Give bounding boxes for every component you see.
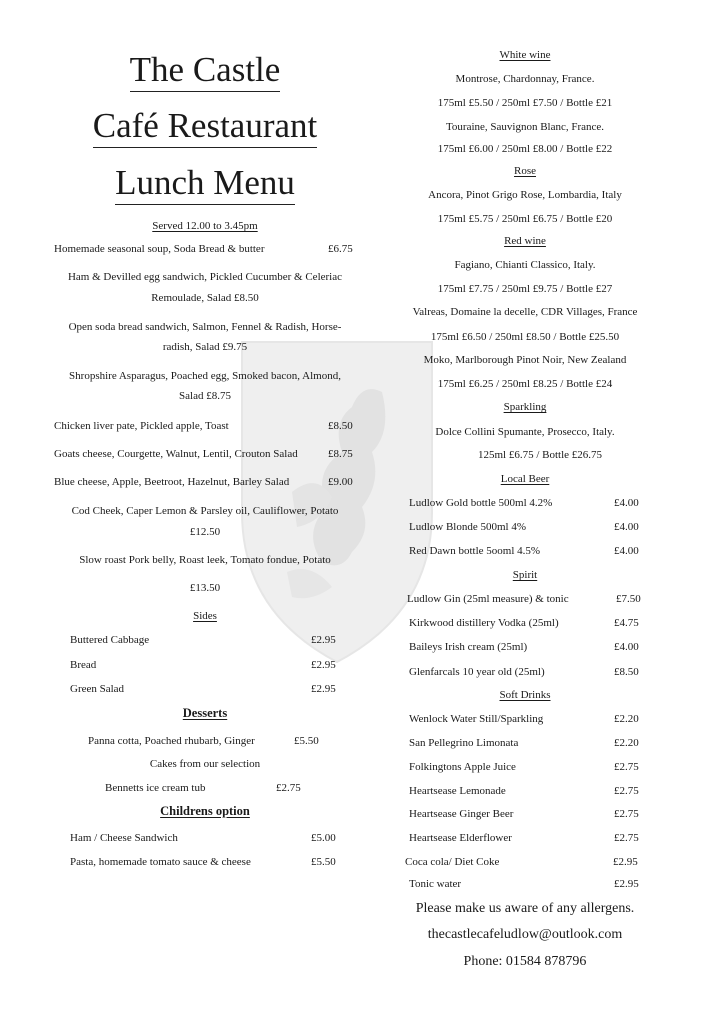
spirit-heading: Spirit <box>512 569 538 581</box>
beer-item: Ludlow Gold bottle 500ml 4.2% <box>409 497 553 509</box>
soft-drink-item: Heartsease Lemonade <box>409 785 506 797</box>
childrens-price: £5.00 <box>311 832 336 844</box>
sparkling-heading: Sparkling <box>503 401 547 413</box>
menu-item-cont: £13.50 <box>189 582 221 594</box>
side-item: Bread <box>70 659 97 671</box>
soft-drink-price: £2.75 <box>614 832 639 844</box>
soft-drink-price: £2.75 <box>614 785 639 797</box>
menu-item-price: £8.50 <box>328 420 353 432</box>
spirit-price: £4.75 <box>614 617 639 629</box>
menu-item: Chicken liver pate, Pickled apple, Toast <box>54 420 229 432</box>
spirit-price: £7.50 <box>616 593 641 605</box>
soft-drink-price: £2.75 <box>614 761 639 773</box>
contact-phone: Phone: 01584 878796 <box>463 954 587 969</box>
dessert-price: £2.75 <box>276 782 301 794</box>
childrens-item: Pasta, homemade tomato sauce & cheese <box>70 856 251 868</box>
local-beer-heading: Local Beer <box>500 473 550 485</box>
spirit-item: Kirkwood distillery Vodka (25ml) <box>409 617 559 629</box>
wine-line: Ancora, Pinot Grigo Rose, Lombardia, Italy <box>428 189 622 201</box>
dessert-item: Bennetts ice cream tub <box>105 782 206 794</box>
soft-drink-price: £2.20 <box>614 713 639 725</box>
side-item: Green Salad <box>70 683 125 695</box>
spirit-item: Glenfarcals 10 year old (25ml) <box>409 666 545 678</box>
menu-title: Lunch Menu <box>50 163 360 203</box>
side-item: Buttered Cabbage <box>70 634 150 646</box>
red-wine-heading: Red wine <box>504 235 546 247</box>
menu-item: Slow roast Pork belly, Roast leek, Tomato fondue, Potato <box>79 554 331 566</box>
wine-price-line: 125ml £6.75 / Bottle £26.75 <box>477 449 603 461</box>
spirit-price: £8.50 <box>614 666 639 678</box>
dessert-item: Panna cotta, Poached rhubarb, Ginger <box>88 735 255 747</box>
menu-item-cont: Salad £8.75 <box>179 390 231 402</box>
restaurant-subtitle: Café Restaurant <box>50 106 360 146</box>
beer-item: Red Dawn bottle 5ooml 4.5% <box>409 545 541 557</box>
spirit-item: Ludlow Gin (25ml measure) & tonic <box>407 593 569 605</box>
menu-item: Goats cheese, Courgette, Walnut, Lentil, Crouton Salad <box>54 448 298 460</box>
wine-price-line: 175ml £6.25 / 250ml £8.25 / Bottle £24 <box>437 378 613 390</box>
menu-item: Homemade seasonal soup, Soda Bread & butter <box>54 243 265 255</box>
soft-drink-item: San Pellegrino Limonata <box>409 737 519 749</box>
menu-item: Shropshire Asparagus, Poached egg, Smoked bacon, Almond, <box>69 370 341 382</box>
soft-drink-item: Heartsease Ginger Beer <box>409 808 514 820</box>
beer-price: £4.00 <box>614 521 639 533</box>
rose-heading: Rose <box>514 165 536 177</box>
spirit-price: £4.00 <box>614 641 639 653</box>
side-price: £2.95 <box>311 634 336 646</box>
wine-price-line: 175ml £5.50 / 250ml £7.50 / Bottle £21 <box>437 97 613 109</box>
menu-item: Cod Cheek, Caper Lemon & Parsley oil, Cauliflower, Potato <box>71 505 339 517</box>
wine-price-line: 175ml £7.75 / 250ml £9.75 / Bottle £27 <box>437 283 613 295</box>
wine-price-line: 175ml £5.75 / 250ml £6.75 / Bottle £20 <box>437 213 613 225</box>
soft-drink-item: Heartsease Elderflower <box>409 832 512 844</box>
menu-item-cont: Remoulade, Salad £8.50 <box>151 292 259 304</box>
wine-price-line: 175ml £6.50 / 250ml £8.50 / Bottle £25.50 <box>430 331 620 343</box>
dessert-price: £5.50 <box>294 735 319 747</box>
soft-drink-price: £2.75 <box>614 808 639 820</box>
desserts-heading: Desserts <box>182 706 228 720</box>
beer-price: £4.00 <box>614 497 639 509</box>
soft-drink-item: Tonic water <box>409 878 462 890</box>
wine-line: Dolce Collini Spumante, Prosecco, Italy. <box>435 426 615 438</box>
menu-item-cont: radish, Salad £9.75 <box>162 341 248 353</box>
beer-item: Ludlow Blonde 500ml 4% <box>409 521 527 533</box>
childrens-heading: Childrens option <box>160 804 250 818</box>
soft-drinks-heading: Soft Drinks <box>499 689 551 701</box>
wine-line: Touraine, Sauvignon Blanc, France. <box>445 121 605 133</box>
allergen-notice: Please make us aware of any allergens. <box>415 901 635 916</box>
dessert-item: Cakes from our selection <box>149 758 261 770</box>
soft-drink-item: Coca cola/ Diet Coke <box>405 856 500 868</box>
menu-item-price: £8.75 <box>328 448 353 460</box>
spirit-item: Baileys Irish cream (25ml) <box>409 641 528 653</box>
wine-line: Valreas, Domaine la decelle, CDR Villages, France <box>412 306 638 318</box>
sides-heading: Sides <box>193 610 217 622</box>
childrens-price: £5.50 <box>311 856 336 868</box>
childrens-item: Ham / Cheese Sandwich <box>70 832 178 844</box>
menu-item: Blue cheese, Apple, Beetroot, Hazelnut, Barley Salad <box>54 476 290 488</box>
wine-line: Moko, Marlborough Pinot Noir, New Zealand <box>423 354 627 366</box>
soft-drink-item: Folkingtons Apple Juice <box>409 761 516 773</box>
wine-line: Fagiano, Chianti Classico, Italy. <box>454 259 596 271</box>
menu-item-price: £6.75 <box>328 243 353 255</box>
menu-item: Open soda bread sandwich, Salmon, Fennel & Radish, Horse- <box>68 321 342 333</box>
served-times: Served 12.00 to 3.45pm <box>152 220 258 232</box>
white-wine-heading: White wine <box>499 49 551 61</box>
soft-drink-price: £2.20 <box>614 737 639 749</box>
restaurant-name: The Castle <box>50 50 360 90</box>
soft-drink-price: £2.95 <box>613 856 638 868</box>
beer-price: £4.00 <box>614 545 639 557</box>
menu-item-price: £9.00 <box>328 476 353 488</box>
menu-item: Ham & Devilled egg sandwich, Pickled Cucumber & Celeriac <box>67 271 342 283</box>
soft-drink-item: Wenlock Water Still/Sparkling <box>409 713 544 725</box>
side-price: £2.95 <box>311 683 336 695</box>
menu-item-cont: £12.50 <box>189 526 221 538</box>
contact-email: thecastlecafeludlow@outlook.com <box>427 927 623 942</box>
side-price: £2.95 <box>311 659 336 671</box>
wine-line: Montrose, Chardonnay, France. <box>455 73 595 85</box>
soft-drink-price: £2.95 <box>614 878 639 890</box>
wine-price-line: 175ml £6.00 / 250ml £8.00 / Bottle £22 <box>437 143 613 155</box>
